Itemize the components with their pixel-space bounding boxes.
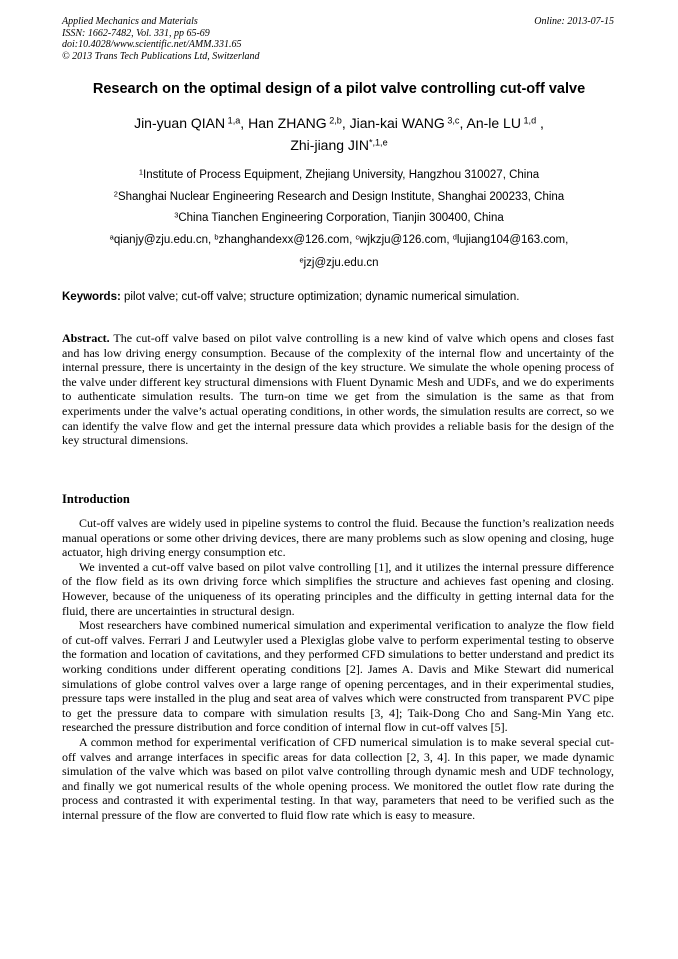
email-line-1: $^a$qianjy@zju.edu.cn, $^b$zhanghandexx@126.com, $^c$wjkzju@126.com, $^d$lujiang104@163.com,	[109, 232, 569, 246]
author-superscript: 1,a	[227, 115, 241, 126]
keywords	[62, 291, 614, 303]
copyright-line: © 2013 Trans Tech Publications Ltd, Switzerland	[62, 50, 260, 62]
email-line-2: $^e$jzj@zju.edu.cn	[299, 255, 379, 269]
author-superscript: 1,d	[523, 115, 537, 126]
email-address[interactable]: zhanghandexx@126.com,	[218, 234, 356, 246]
doi-line: doi:10.4028/www.scientific.net/AMM.331.65	[62, 39, 242, 50]
email-address[interactable]: jzj@zju.edu.cn	[303, 257, 379, 269]
keywords-text: pilot valve; cut-off valve; structure optimization; dynamic numerical simulation.	[120, 291, 520, 303]
author-superscript: *,1,e	[368, 137, 388, 148]
email-address[interactable]: wjkzju@126.com,	[359, 234, 453, 246]
journal-header	[62, 16, 614, 62]
paragraph: Most researchers have combined numerical simulation and experimental verification to analyze the flow field of cut-off valves. Ferrari J and Leutwyler used a Plexiglas globe valve to perform experimental testing to observe the formation and location of cavitations, and they performed CFD simulations to better understand and predict its working conditions under different operating conditions [2]. James A. Davis and Mike Stewart did numerical simulations of globe control valves over a large range of opening percentages, and in their experimental studies, pressure taps were installed in the plug and seat area of valves which were constructed from transparent PVC pipe to get the pressure data to compare with simulation results [3, 4]; Taik-Dong Cho and Sang-Min Yang etc. researched the pressure distribution and force condition of internal flow in cut-off valves [5].	[62, 618, 614, 735]
author-name: An-le LU	[466, 115, 521, 131]
author-name: Jin-yuan QIAN	[134, 115, 226, 131]
section-title: Introduction	[62, 492, 130, 506]
online-date: Online: 2013-07-15	[534, 16, 614, 27]
paper-title: Research on the optimal design of a pilot valve controlling cut-off valve	[92, 81, 586, 97]
email-address[interactable]: lujiang104@163.com,	[456, 234, 569, 246]
author-name: Jian-kai WANG	[349, 115, 445, 131]
affiliation-1: $^1$Institute of Process Equipment, Zhejiang University, Hangzhou 310027, China	[138, 167, 540, 181]
introduction-body	[62, 516, 614, 822]
affiliation-3: $^3$China Tianchen Engineering Corporation, Tianjin 300400, China	[174, 210, 504, 224]
author-name: Zhi-jiang JIN	[290, 137, 369, 153]
paragraph: A common method for experimental verification of CFD numerical simulation is to make several special cut-off valves and arrange interfaces in specific areas for data collection [2, 3, 4]. In this paper, we made dynamic simulation of the valve which was based on pilot valve controlling through dynamic mesh and UDF technology, and finally we got numerical results of the whole opening process. We monitored the outlet flow rate during the process and contrasted it with experimental testing. In that way, parameters that need to be verified such as the internal pressure of the flow are converted to fluid flow rate which is easy to measure.	[62, 734, 614, 822]
author-name: Han ZHANG	[248, 115, 327, 131]
author-line-1: Jin-yuan QIAN $^{1,a}$, Han ZHANG $^{2,b}$, Jian-kai WANG $^{3,c}$, An-le LU $^{1,d}$ ,	[134, 115, 544, 131]
abstract-text: The cut-off valve based on pilot valve controlling is a new kind of valve which opens and closes fast and has low driving energy consumption. Because of the complexity of the internal flow and uncertainty of the internal pressure, there is uncertainty in the design of the key structure. We simulate the whole opening process of the valve under different key structural dimensions with Fluent Dynamic Mesh and UDFs, and we do experiments to authenticate simulation results. The turn-on time we get from the simulation is the same as that from experiments under the valve’s actual operating conditions, in other words, the simulation results are correct, so we can identify the valve flow and get the internal pressure data which provides a reliable basis for the design of the key structural dimensions.	[62, 331, 614, 448]
paragraph: We invented a cut-off valve based on pilot valve controlling [1], and it utilizes the internal pressure difference of the flow field as its own driving force which simplifies the structure and achieves fast opening and closing. However, because of the uniqueness of its operating principles and the difficulty in getting internal data for the fluid, there are uncertainties in structural design.	[62, 559, 614, 618]
issn-line: ISSN: 1662-7482, Vol. 331, pp 65-69	[62, 27, 210, 39]
email-address[interactable]: qianjy@zju.edu.cn,	[113, 234, 215, 246]
affiliation-2: $^2$Shanghai Nuclear Engineering Research and Design Institute, Shanghai 200233, China	[113, 189, 565, 203]
abstract	[62, 331, 614, 448]
author-superscript: 2,b	[329, 115, 342, 126]
author-line-2	[40, 137, 638, 153]
abstract-label: Abstract.	[62, 331, 110, 345]
author-superscript: 3,c	[447, 115, 460, 126]
keywords-label: Keywords:	[62, 291, 121, 303]
paragraph: Cut-off valves are widely used in pipeline systems to control the fluid. Because the function’s realization needs manual operations or some other driving devices, there are many problems such as slow opening and closing, huge actuator, high driving energy consumption etc.	[62, 516, 614, 560]
journal-name: Applied Mechanics and Materials	[62, 16, 198, 27]
